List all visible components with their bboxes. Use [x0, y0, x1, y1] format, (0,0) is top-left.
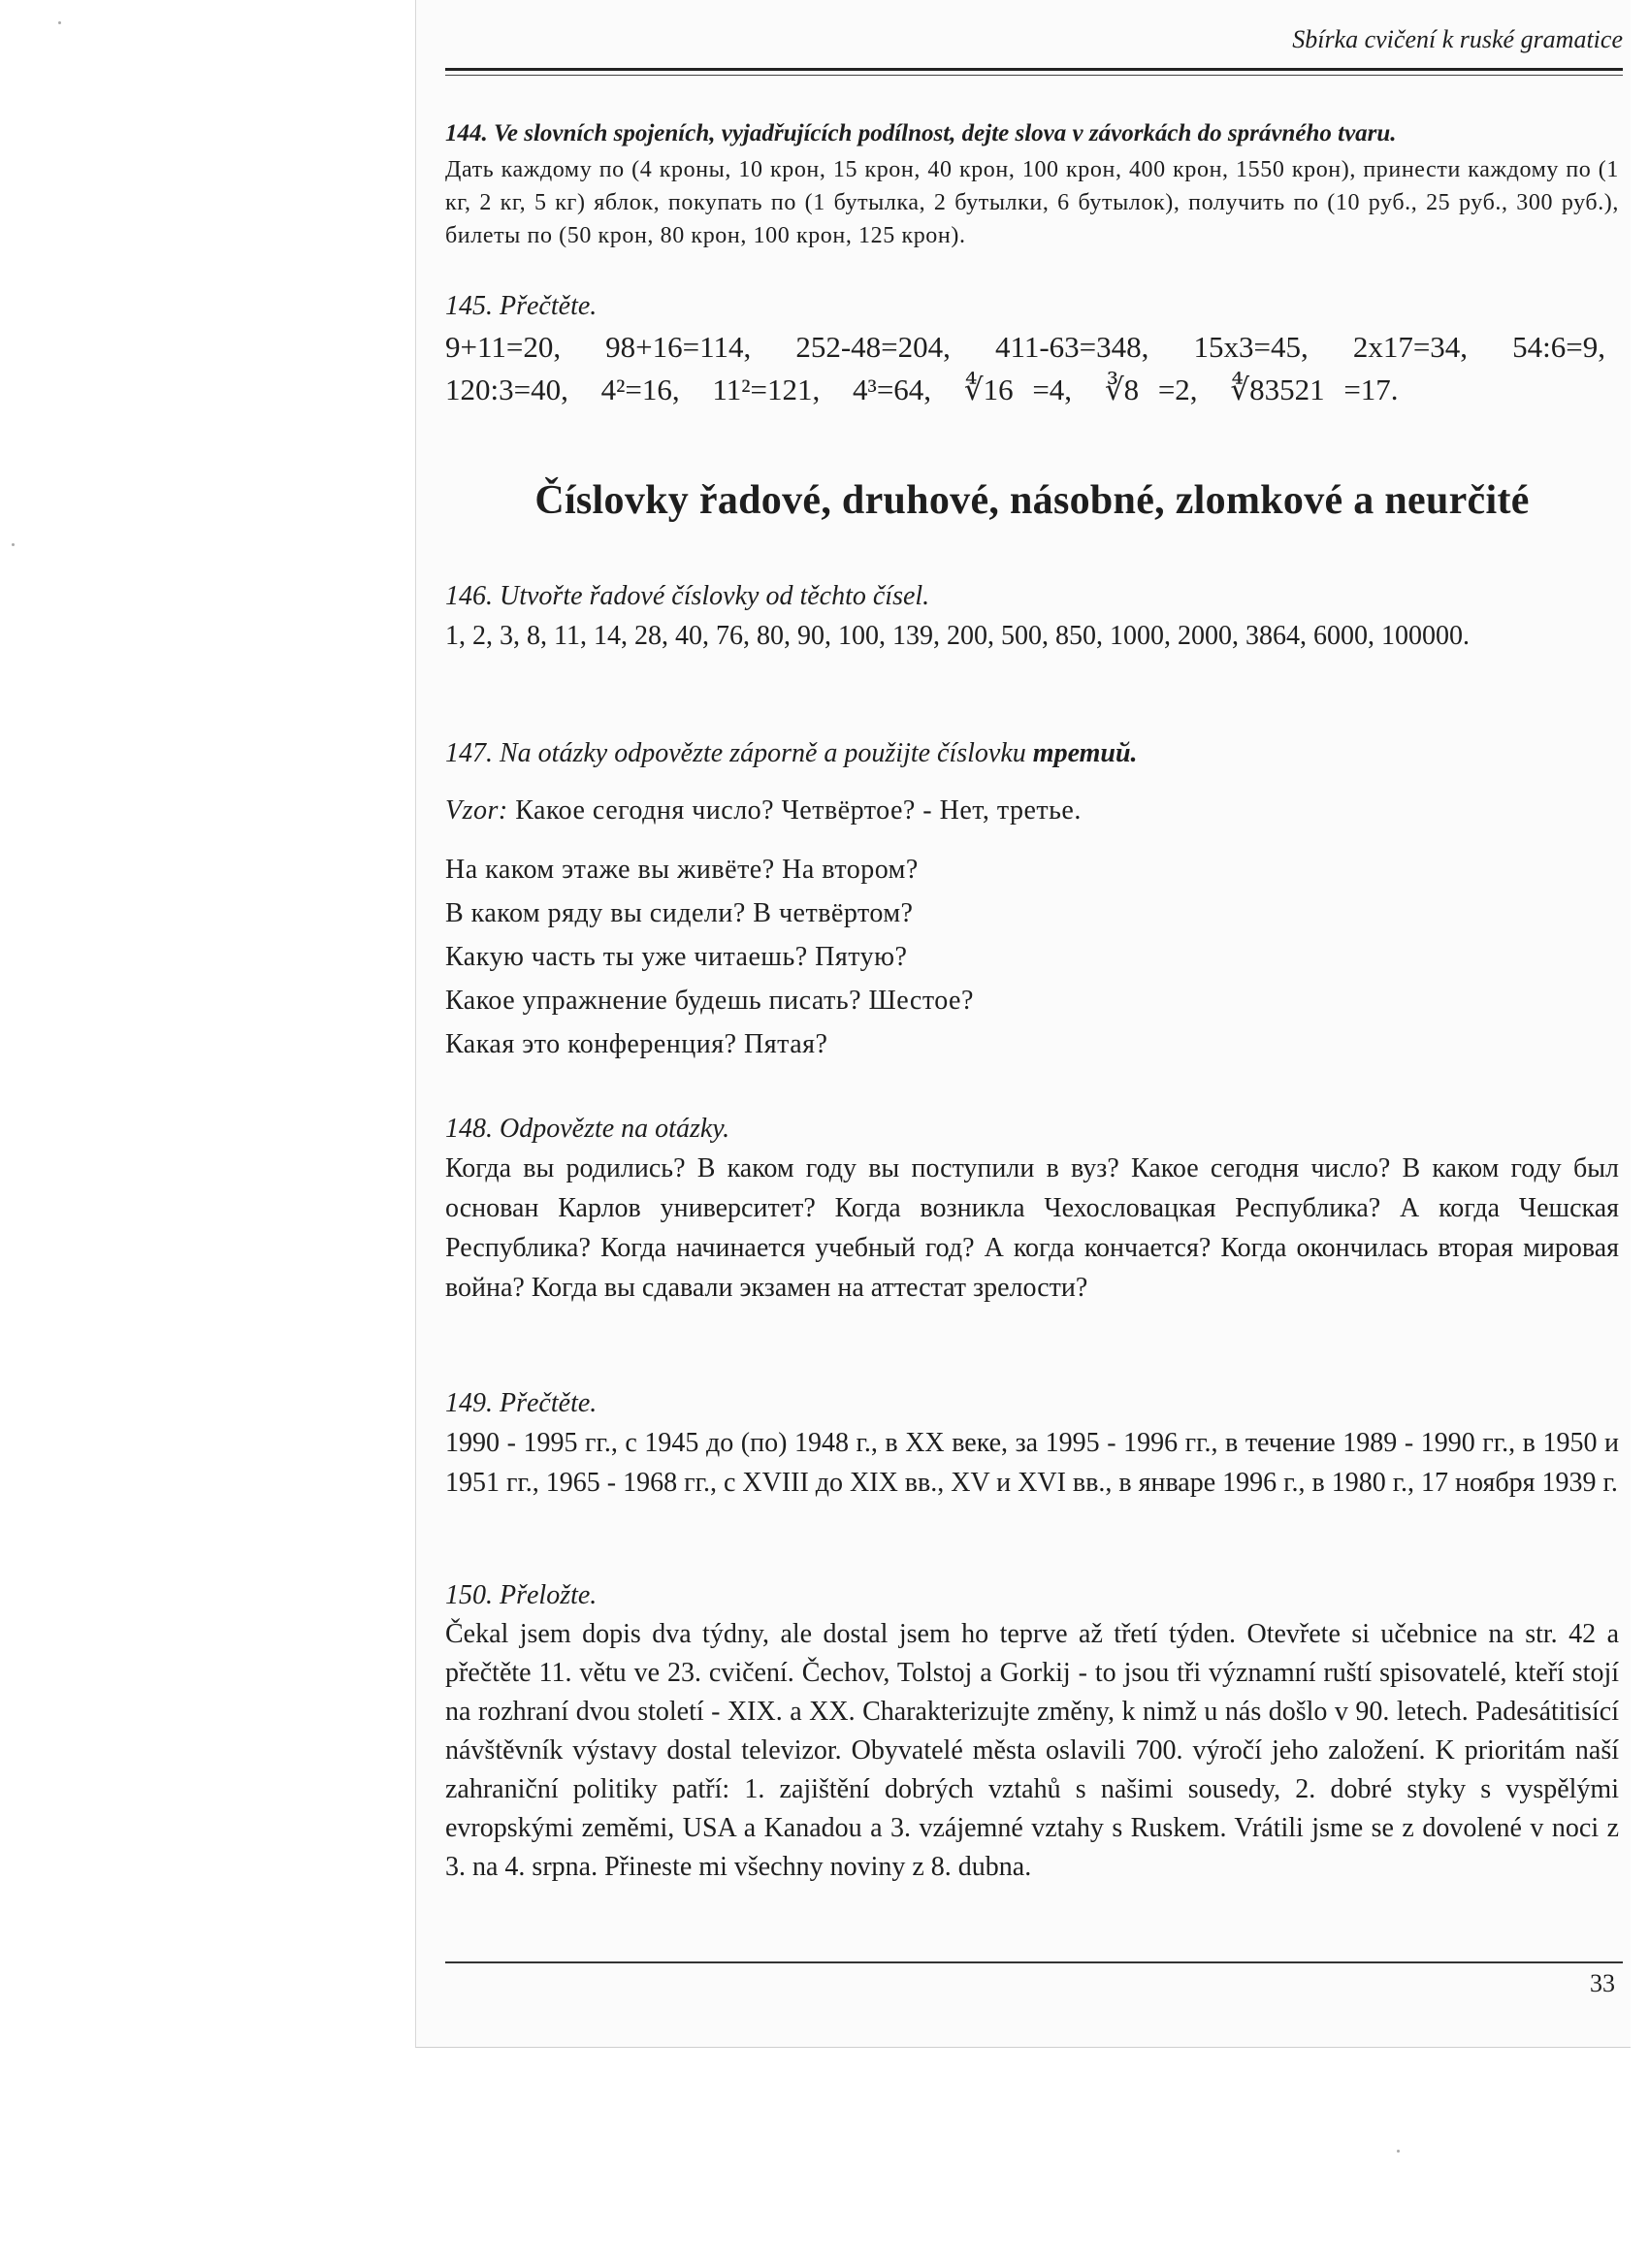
- math-expression: 9+11=20,: [445, 330, 562, 364]
- scan-speck: [1397, 2150, 1400, 2153]
- exercise-147-title-text: 147. Na otázky odpovězte záporně a použijte číslovku: [445, 738, 1026, 768]
- question-line: На каком этаже вы живёте? На втором?: [445, 855, 919, 885]
- running-head: Sbírka cvičení k ruské gramatice: [1292, 25, 1623, 53]
- scan-speck: [58, 21, 61, 24]
- math-expression: 54:6=9,: [1512, 330, 1606, 364]
- math-expression: 15x3=45,: [1193, 330, 1309, 364]
- question-line: Какая это конференция? Пятая?: [445, 1029, 828, 1059]
- footer-rule: [445, 1961, 1623, 1963]
- exercise-149: [445, 1384, 1619, 1503]
- exercise-147-example: [445, 791, 1619, 830]
- example-text: Какое сегодня число? Четвёртое? - Нет, третье.: [515, 795, 1082, 826]
- exercise-147-title: [445, 734, 1619, 773]
- exercise-144-text: Дать каждому по (4 кроны, 10 крон, 15 крон, 40 крон, 100 крон, 400 крон, 1550 крон), принести каждому по (1 кг, 2 кг, 5 кг) яблок, покупать по (1 бутылка, 2 бутылки, 6 бутылок), получить по (10 руб., 25 руб., 300 руб.), билеты по (50 крон, 80 крон, 100 крон, 125 крон).: [445, 157, 1619, 248]
- exercise-147-questions: [445, 848, 1619, 1066]
- math-expression: 2x17=34,: [1352, 330, 1469, 364]
- math-expression: 411-63=348,: [995, 330, 1149, 364]
- header-rule: [445, 68, 1623, 71]
- section-heading: Číslovky řadové, druhové, násobné, zlomkové a neurčité: [534, 478, 1530, 523]
- exercise-146-title: 146. Utvořte řadové číslovky od těchto čísel.: [445, 581, 930, 611]
- book-page: [415, 0, 1631, 2048]
- exercise-144: [445, 114, 1619, 252]
- exercise-148-text: Когда вы родились? В каком году вы поступили в вуз? Какое сегодня число? В каком году был основан Карлов университет? Когда возникла Чехословацкая Республика? А когда Чешская Республика? Когда начинается учебный год? А когда кончается? Когда окончилась вторая мировая война? Когда вы сдавали экзамен на аттестат зрелости?: [445, 1153, 1619, 1303]
- math-expression: 120:3=40,: [445, 373, 568, 406]
- math-expression: ∜16 =4,: [963, 373, 1073, 406]
- math-expression: 4³=64,: [853, 373, 932, 406]
- exercise-145-expressions: [445, 326, 1619, 411]
- question-line: В каком ряду вы сидели? В четвёртом?: [445, 898, 914, 928]
- exercise-146: [445, 577, 1619, 656]
- exercise-150-text: Čekal jsem dopis dva týdny, ale dostal jsem ho teprve až třetí týden. Otevřete si učebnice na str. 42 a přečtěte 11. větu ve 23. cvičení. Čechov, Tolstoj a Gorkij - to jsou tři významní ruští spisovatelé, kteří stojí na rozhraní dvou století - XIX. a XX. Charakterizujte změny, k nimž u nás došlo v 90. letech. Padesátitisící návštěvník výstavy dostal televizor. Obyvatelé města oslavili 700. výročí jeho založení. K prioritám naší zahraniční politiky patří: 1. zajištění dobrých vztahů s našimi sousedy, 2. dobré styky s vyspělými evropskými zeměmi, USA a Kanadou a 3. vzájemné vztahy s Ruskem. Vrátili jsme se z dovolené v noci z 3. na 4. srpna. Přineste mi všechny noviny z 8. dubna.: [445, 1619, 1619, 1882]
- exercise-145-title: 145. Přečtěte.: [445, 291, 598, 321]
- exercise-147: [445, 734, 1619, 1066]
- scan-speck: [12, 543, 15, 546]
- question-line: Какую часть ты уже читаешь? Пятую?: [445, 942, 908, 972]
- math-expression: 11²=121,: [712, 373, 821, 406]
- math-expression: 98+16=114,: [605, 330, 752, 364]
- exercise-144-title: 144. Ve slovních spojeních, vyjadřujících podílnost, dejte slova v závorkách do správného tvaru.: [445, 120, 1397, 146]
- exercise-148-title: 148. Odpovězte na otázky.: [445, 1114, 730, 1144]
- math-expression: ∛8 =2,: [1104, 373, 1198, 406]
- exercise-150: [445, 1576, 1619, 1887]
- exercise-145: [445, 287, 1619, 411]
- exercise-149-text: 1990 - 1995 гг., с 1945 до (по) 1948 г., в XX веке, за 1995 - 1996 гг., в течение 1989 - 1990 гг., в 1950 и 1951 гг., 1965 - 1968 гг., с XVIII до XIX вв., XV и XVI вв., в январе 1996 г., в 1980 г., 17 ноября 1939 г.: [445, 1428, 1619, 1498]
- exercise-147-keyword: третий.: [1032, 738, 1138, 768]
- exercise-146-text: 1, 2, 3, 8, 11, 14, 28, 40, 76, 80, 90, 100, 139, 200, 500, 850, 1000, 2000, 3864, 6000, 100000.: [445, 621, 1470, 651]
- exercise-148: [445, 1110, 1619, 1308]
- exercise-149-title: 149. Přečtěte.: [445, 1388, 598, 1418]
- math-expression: 4²=16,: [600, 373, 680, 406]
- math-expression: ∜83521 =17.: [1230, 373, 1399, 406]
- question-line: Какое упражнение будешь писать? Шестое?: [445, 986, 974, 1016]
- header-rule-thin: [445, 75, 1623, 76]
- math-expression: 252-48=204,: [795, 330, 951, 364]
- exercise-150-title: 150. Přeložte.: [445, 1580, 598, 1610]
- page-number: 33: [1590, 1969, 1615, 1997]
- example-label: Vzor:: [445, 795, 508, 826]
